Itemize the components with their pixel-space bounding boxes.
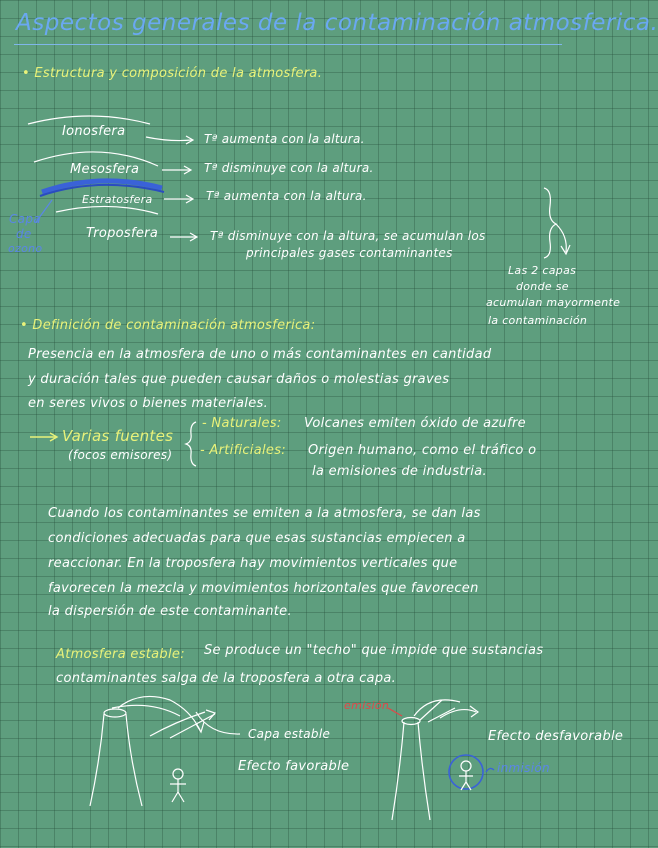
stable-line-1: Se produce un "techo" que impide que sustancias bbox=[204, 643, 544, 658]
layer-name-troposphere: Troposfera bbox=[86, 226, 159, 241]
chimney-favorable bbox=[90, 709, 142, 806]
layer-desc-troposphere-2: principales gases contaminantes bbox=[246, 246, 453, 260]
section-structure-heading-text: Estructura y composición de la atmosfera. bbox=[34, 66, 323, 81]
side-note-3: acumulan mayormente bbox=[486, 296, 621, 309]
paragraph-line-2: condiciones adecuadas para que esas sustancias empiecen a bbox=[48, 531, 466, 546]
ozone-label-3: ozono bbox=[8, 242, 43, 255]
artificiales-text-1: Origen humano, como el tráfico o bbox=[308, 443, 537, 458]
layer-name-mesosphere: Mesosfera bbox=[70, 162, 140, 177]
paragraph-line-3: reaccionar. En la troposfera hay movimientos verticales que bbox=[48, 556, 458, 571]
inmision-label: inmisión bbox=[497, 761, 550, 775]
arrow-ionosphere bbox=[146, 137, 192, 141]
layer-desc-troposphere-1: Tª disminuye con la altura, se acumulan los bbox=[210, 229, 486, 243]
sources-label: Varias fuentes bbox=[62, 427, 174, 445]
layer-name-ionosphere: Ionosfera bbox=[62, 124, 126, 139]
layer-desc-stratosphere: Tª aumenta con la altura. bbox=[206, 189, 367, 203]
definition-line-1: Presencia en la atmosfera de uno o más contaminantes en cantidad bbox=[28, 347, 492, 362]
paragraph-line-5: la dispersión de este contaminante. bbox=[48, 604, 292, 619]
layer-desc-ionosphere: Tª aumenta con la altura. bbox=[204, 132, 365, 146]
emission-arrow bbox=[388, 708, 402, 716]
page-title: Aspectos generales de la contaminación atmosferica. bbox=[16, 10, 658, 36]
right-brace bbox=[544, 188, 556, 258]
person-favorable bbox=[170, 769, 186, 802]
side-note-2: donde se bbox=[516, 280, 569, 293]
definition-line-2: y duración tales que pueden causar daños o molestias graves bbox=[28, 372, 450, 387]
chimney-unfavorable bbox=[392, 718, 430, 821]
sources-sub: (focos emisores) bbox=[68, 448, 173, 462]
naturales-text: Volcanes emiten óxido de azufre bbox=[304, 416, 526, 431]
paragraph-line-1: Cuando los contaminantes se emiten a la atmosfera, se dan las bbox=[48, 506, 481, 521]
ozone-label-2: de bbox=[16, 227, 32, 241]
section-definition-heading-text: Definición de contaminación atmosferica: bbox=[32, 318, 316, 333]
layer-desc-mesosphere: Tª disminuye con la altura. bbox=[204, 161, 374, 175]
stable-line-2: contaminantes salga de la troposfera a otra capa. bbox=[56, 671, 397, 686]
artificiales-text-2: la emisiones de industria. bbox=[312, 464, 487, 479]
stable-label: Atmosfera estable: bbox=[56, 647, 185, 662]
side-note-4: la contaminación bbox=[488, 314, 588, 327]
layer-name-stratosphere: Estratosfera bbox=[82, 193, 153, 206]
capa-estable-label: Capa estable bbox=[248, 727, 331, 741]
sources-brace bbox=[186, 422, 196, 466]
ionosphere-arc bbox=[28, 116, 150, 124]
smoke-unfavorable bbox=[414, 700, 478, 722]
paragraph-line-4: favorecen la mezcla y movimientos horizontales que favorecen bbox=[48, 581, 479, 596]
efecto-favorable-label: Efecto favorable bbox=[238, 759, 350, 774]
ozone-label-1: Capa bbox=[9, 212, 41, 226]
section-definition-heading: • Definición de contaminación atmosferica: bbox=[20, 318, 316, 333]
person-unfavorable bbox=[459, 761, 473, 790]
artificiales-label: - Artificiales: bbox=[200, 443, 286, 458]
stratosphere-arc bbox=[56, 206, 158, 214]
section-structure-heading: • Estructura y composición de la atmosfera. bbox=[22, 66, 323, 81]
side-note-1: Las 2 capas bbox=[508, 264, 577, 277]
naturales-label: - Naturales: bbox=[202, 416, 282, 431]
emision-label: emisión bbox=[344, 699, 390, 712]
efecto-desfavorable-label: Efecto desfavorable bbox=[488, 729, 624, 744]
definition-line-3: en seres vivos o bienes materiales. bbox=[28, 396, 268, 411]
stable-layer-line bbox=[196, 712, 240, 734]
